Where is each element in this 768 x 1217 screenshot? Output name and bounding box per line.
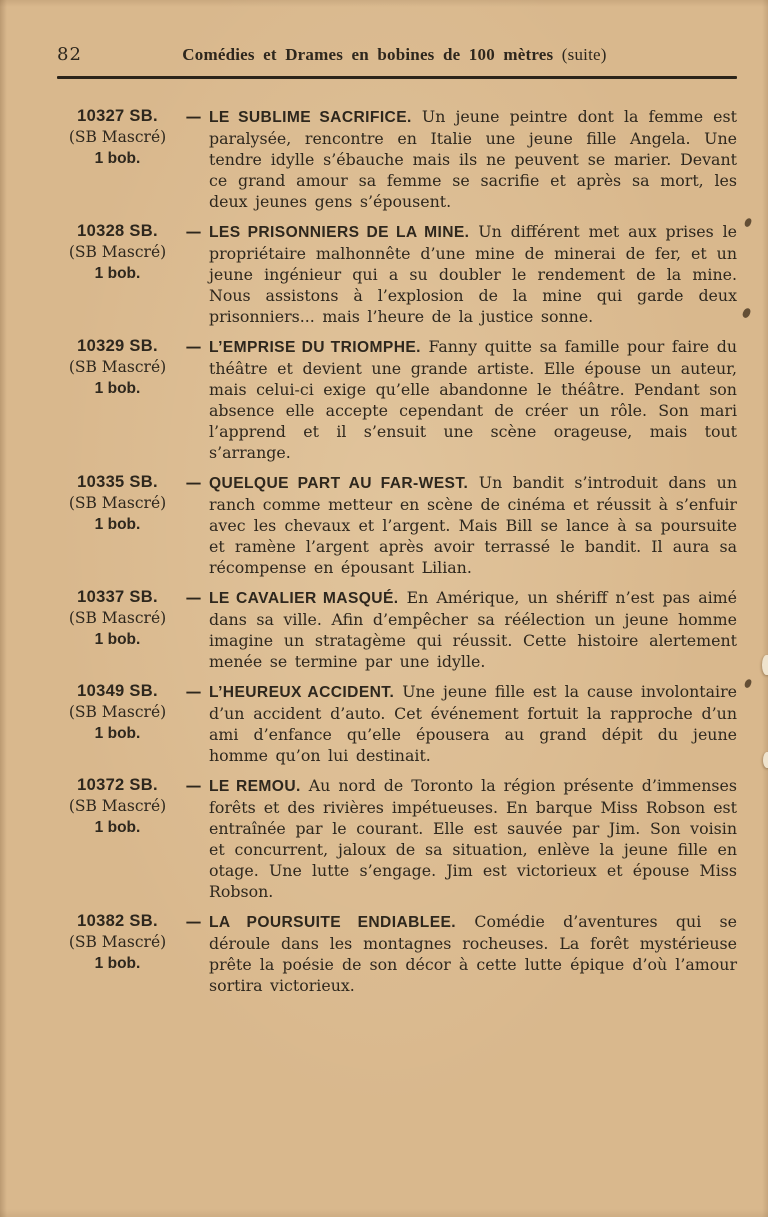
- entry-description: Au nord de Toronto la région présente d’immenses forêts et des rivières impétueuses. En barque Miss Robson est entraînée par le courant. Elle est sauvée par Jim. Son voisin et concurrent, jaloux de sa situation, enlève la jeune fille en otage. Une lutte s’engage. Jim est victorieux et épouse Miss Robson.: [209, 776, 737, 901]
- page-title-main: Comédies et Drames en bobines de 100 mètres: [182, 45, 554, 64]
- entry-description: Une jeune fille est la cause involontaire d’un accident d’auto. Cet événement fortuit la rapproche d’un ami d’enfance qu’elle épousera au grand dépit du jeune homme qu’on lui destinait.: [209, 682, 737, 765]
- entry-film-title: LA POURSUITE ENDIABLEE.: [209, 914, 457, 931]
- catalog-entry: [57, 681, 737, 766]
- entry-producer: (SB Mascré): [68, 933, 167, 951]
- entry-catalog-number: 10382 SB.: [77, 912, 158, 930]
- ink-speck: [744, 678, 752, 688]
- entry-producer: (SB Mascré): [68, 358, 167, 376]
- ink-speck: [742, 307, 752, 319]
- entry-body: [209, 221, 737, 327]
- entry-catalog-number: 10372 SB.: [77, 776, 158, 794]
- catalog-entry: [57, 472, 737, 578]
- catalog-entry: [57, 336, 737, 463]
- entry-catalog-number: 10328 SB.: [77, 222, 158, 240]
- entry-dash: —: [185, 337, 202, 356]
- page-number: 82: [57, 44, 82, 65]
- entry-dash: —: [185, 222, 202, 241]
- entry-body: [209, 472, 737, 578]
- entry-catalog-number: 10337 SB.: [77, 588, 158, 606]
- entry-film-title: LE REMOU.: [209, 778, 301, 795]
- entry-dash: —: [185, 473, 202, 492]
- entry-dash: —: [185, 682, 202, 701]
- entry-body: [209, 106, 737, 212]
- entry-reel-count: 1 bob.: [94, 725, 141, 742]
- entry-body: [209, 681, 737, 766]
- catalog-entry: [57, 221, 737, 327]
- entry-producer: (SB Mascré): [68, 703, 167, 721]
- entry-catalog-number: 10327 SB.: [77, 107, 158, 125]
- entry-reel-count: 1 bob.: [94, 631, 141, 648]
- entry-film-title: LE CAVALIER MASQUÉ.: [209, 590, 399, 607]
- page-header: [57, 44, 737, 65]
- catalog-entry: [57, 106, 737, 212]
- entry-list: [57, 106, 737, 996]
- page-title-suffix: (suite): [561, 45, 607, 64]
- entry-dash: —: [185, 776, 202, 795]
- entry-film-title: QUELQUE PART AU FAR-WEST.: [209, 475, 469, 492]
- entry-body: [209, 911, 737, 996]
- entry-description: Un bandit s’introduit dans un ranch comme metteur en scène de cinéma et réussit à s’enfuir avec les chevaux et l’argent. Mais Bill se lance à sa poursuite et ramène l’argent après avoir terrassé le bandit. Il aura sa récompense en épousant Lilian.: [209, 473, 737, 577]
- entry-catalog-number: 10335 SB.: [77, 473, 158, 491]
- entry-left-column: [57, 106, 178, 212]
- entry-film-title: L’EMPRISE DU TRIOMPHE.: [209, 339, 421, 356]
- entry-left-column: [57, 221, 178, 327]
- header-rule: [57, 76, 737, 79]
- catalog-entry: [57, 775, 737, 902]
- entry-reel-count: 1 bob.: [94, 150, 141, 167]
- entry-producer: (SB Mascré): [68, 609, 167, 627]
- entry-body: [209, 587, 737, 672]
- ink-speck: [744, 217, 752, 227]
- page-edge-notch: [762, 655, 768, 675]
- entry-left-column: [57, 587, 178, 672]
- catalog-entry: [57, 911, 737, 996]
- entry-catalog-number: 10349 SB.: [77, 682, 158, 700]
- page-title: [82, 45, 737, 65]
- entry-producer: (SB Mascré): [68, 128, 167, 146]
- page-edge-notch: [763, 752, 768, 768]
- entry-body: [209, 775, 737, 902]
- entry-description: Fanny quitte sa famille pour faire du théâtre et devient une grande artiste. Elle épouse un auteur, mais celui-ci exige qu’elle abandonne le théâtre. Pendant son absence elle accepte cependant de créer un rôle. Son mari l’apprend et il s’ensuit une scène orageuse, mais tout s’arrange.: [209, 337, 737, 462]
- entry-left-column: [57, 472, 178, 578]
- entry-description: Comédie d’aventures qui se déroule dans les montagnes rocheuses. La forêt mystérieuse prête la poésie de son décor à cette lutte épique d’où l’amour sortira victorieux.: [209, 912, 738, 995]
- entry-reel-count: 1 bob.: [94, 955, 141, 972]
- entry-producer: (SB Mascré): [68, 243, 167, 261]
- entry-left-column: [57, 336, 178, 463]
- entry-reel-count: 1 bob.: [94, 516, 141, 533]
- entry-dash: —: [185, 107, 202, 126]
- catalog-entry: [57, 587, 737, 672]
- entry-left-column: [57, 775, 178, 902]
- entry-film-title: LE SUBLIME SACRIFICE.: [209, 109, 412, 126]
- entry-description: Un différent met aux prises le propriétaire malhonnête d’une mine de minerai de fer, et un jeune ingénieur qui a su doubler le rendement de la mine. Nous assistons à l’explosion de la mine qui garde deux prisonniers... mais l’heure de la justice sonne.: [209, 222, 738, 326]
- entry-description: Un jeune peintre dont la femme est paralysée, rencontre en Italie une jeune fille Angela. Une tendre idylle s’ébauche mais ils ne peuvent se marier. Devant ce grand amour sa femme se sacrifie et après sa mort, les deux jeunes gens s’épousent.: [209, 107, 737, 211]
- entry-catalog-number: 10329 SB.: [77, 337, 158, 355]
- entry-dash: —: [185, 588, 202, 607]
- entry-reel-count: 1 bob.: [94, 265, 141, 282]
- entry-left-column: [57, 681, 178, 766]
- entry-producer: (SB Mascré): [68, 797, 167, 815]
- entry-body: [209, 336, 737, 463]
- entry-film-title: L’HEUREUX ACCIDENT.: [209, 684, 395, 701]
- entry-producer: (SB Mascré): [68, 494, 167, 512]
- entry-dash: —: [185, 912, 202, 931]
- entry-reel-count: 1 bob.: [94, 380, 141, 397]
- entry-left-column: [57, 911, 178, 996]
- entry-description: En Amérique, un shériff n’est pas aimé dans sa ville. Afin d’empêcher sa réélection un jeune homme imagine un stratagème qui réussit. Cette histoire alertement menée se termine par une idylle.: [209, 588, 737, 671]
- entry-reel-count: 1 bob.: [94, 819, 141, 836]
- entry-film-title: LES PRISONNIERS DE LA MINE.: [209, 224, 470, 241]
